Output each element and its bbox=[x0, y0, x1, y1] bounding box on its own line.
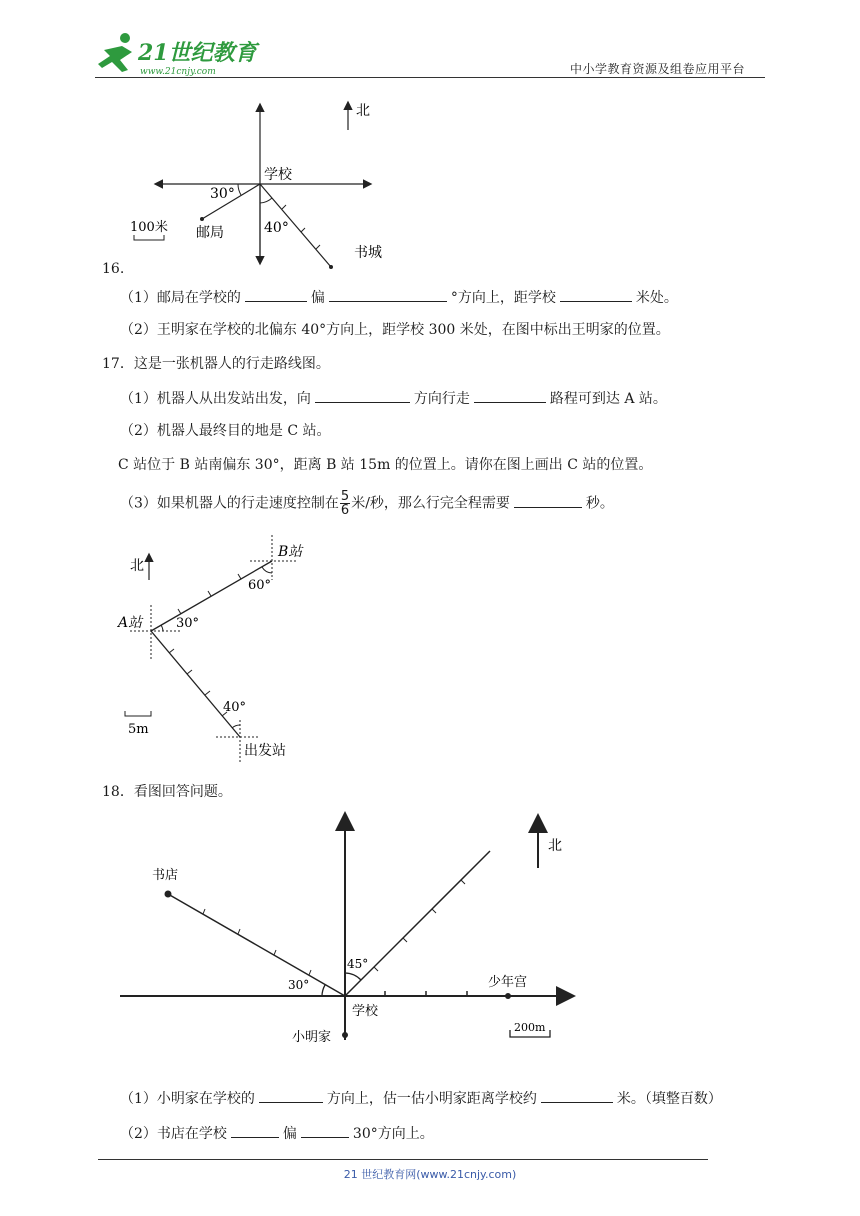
q17-intro: 17．这是一张机器人的行走路线图。 bbox=[102, 356, 330, 372]
north-label: 北 bbox=[548, 838, 562, 854]
scale-bar bbox=[134, 235, 164, 240]
angle-40-label: 40° bbox=[264, 220, 289, 236]
q18-blank-2[interactable] bbox=[541, 1088, 613, 1103]
station-a-label: A站 bbox=[118, 615, 143, 631]
logo-text: 21世纪教育 bbox=[138, 40, 257, 66]
angle-30-label: 30° bbox=[176, 616, 200, 631]
scale-label: 200m bbox=[514, 1021, 546, 1034]
q18-blank-4[interactable] bbox=[301, 1123, 349, 1138]
figure-16 bbox=[120, 95, 400, 275]
angle-45-label: 45° bbox=[347, 957, 369, 971]
q17-part2: （2）机器人最终目的地是 C 站。 bbox=[120, 423, 331, 439]
bookstore-point bbox=[165, 891, 172, 898]
q16-number: 16. bbox=[102, 261, 125, 277]
route-a-to-b bbox=[151, 561, 272, 631]
northeast-line bbox=[345, 851, 490, 996]
bookstore-line bbox=[168, 894, 345, 996]
youth-palace-label: 少年宫 bbox=[488, 975, 528, 990]
home-point bbox=[342, 1032, 348, 1038]
site-logo bbox=[92, 30, 262, 80]
scale-label: 5m bbox=[128, 722, 149, 737]
q16-part2: （2）王明家在学校的北偏东 40°方向上，距学校 300 米处，在图中标出王明家的位置。 bbox=[120, 322, 670, 338]
q16-part1: （1）邮局在学校的 偏 °方向上，距学校 米处。 bbox=[120, 287, 678, 307]
q17-part1: （1）机器人从出发站出发，向 方向行走 路程可到达 A 站。 bbox=[120, 388, 667, 408]
bookstore-label: 书店 bbox=[152, 868, 179, 883]
header-divider bbox=[95, 77, 765, 78]
bookcity-point bbox=[329, 265, 333, 269]
logo-url: www.21cnjy.com bbox=[140, 67, 216, 77]
post-office-point bbox=[200, 217, 204, 221]
q17-blank-3[interactable] bbox=[514, 493, 582, 508]
angle-40-label: 40° bbox=[223, 700, 247, 715]
q16-blank-1[interactable] bbox=[245, 287, 307, 302]
figure-17 bbox=[110, 535, 330, 765]
figure-18 bbox=[110, 805, 590, 1075]
home-label: 小明家 bbox=[292, 1030, 332, 1045]
q16-blank-3[interactable] bbox=[560, 287, 632, 302]
q18-blank-3[interactable] bbox=[231, 1123, 279, 1138]
station-b-label: B站 bbox=[278, 544, 303, 560]
speed-fraction: $\frac{5}{6}$ bbox=[340, 489, 350, 518]
q18-blank-1[interactable] bbox=[259, 1088, 323, 1103]
post-office-label: 邮局 bbox=[196, 225, 224, 241]
start-station-label: 出发站 bbox=[244, 743, 286, 759]
runner-icon bbox=[98, 33, 132, 72]
north-label: 北 bbox=[356, 103, 370, 119]
angle-30-label: 30° bbox=[288, 978, 310, 992]
scale-bar bbox=[125, 711, 151, 716]
header-platform-text: 中小学教育资源及组卷应用平台 bbox=[570, 62, 746, 76]
q17-part3: （3）如果机器人的行走速度控制在 $\frac{5}{6}$ 米/秒，那么行完全程需要 秒。 bbox=[120, 489, 614, 518]
footer-divider bbox=[98, 1159, 708, 1160]
bookcity-label: 书城 bbox=[354, 245, 382, 261]
angle-60-label: 60° bbox=[248, 578, 272, 593]
school-label: 学校 bbox=[264, 167, 292, 183]
school-label: 学校 bbox=[352, 1004, 379, 1019]
q17-part2-detail: C 站位于 B 站南偏东 30°，距离 B 站 15m 的位置上。请你在图上画出 C 站的位置。 bbox=[118, 457, 653, 473]
scale-label: 100米 bbox=[130, 220, 168, 235]
angle-30-label: 30° bbox=[210, 186, 235, 202]
youth-palace-point bbox=[505, 993, 511, 999]
north-label: 北 bbox=[130, 558, 144, 574]
q18-part2: （2）书店在学校 偏 30°方向上。 bbox=[120, 1123, 434, 1143]
q18-part1: （1）小明家在学校的 方向上，估一估小明家距离学校约 米。（填整百数） bbox=[120, 1088, 722, 1108]
q18-intro: 18．看图回答问题。 bbox=[102, 784, 232, 800]
q17-blank-1[interactable] bbox=[315, 388, 410, 403]
q17-blank-2[interactable] bbox=[474, 388, 546, 403]
q16-blank-2[interactable] bbox=[329, 287, 447, 302]
footer-text[interactable]: 21 世纪教育网(www.21cnjy.com) bbox=[343, 1168, 517, 1181]
route-start-to-a bbox=[151, 631, 240, 737]
